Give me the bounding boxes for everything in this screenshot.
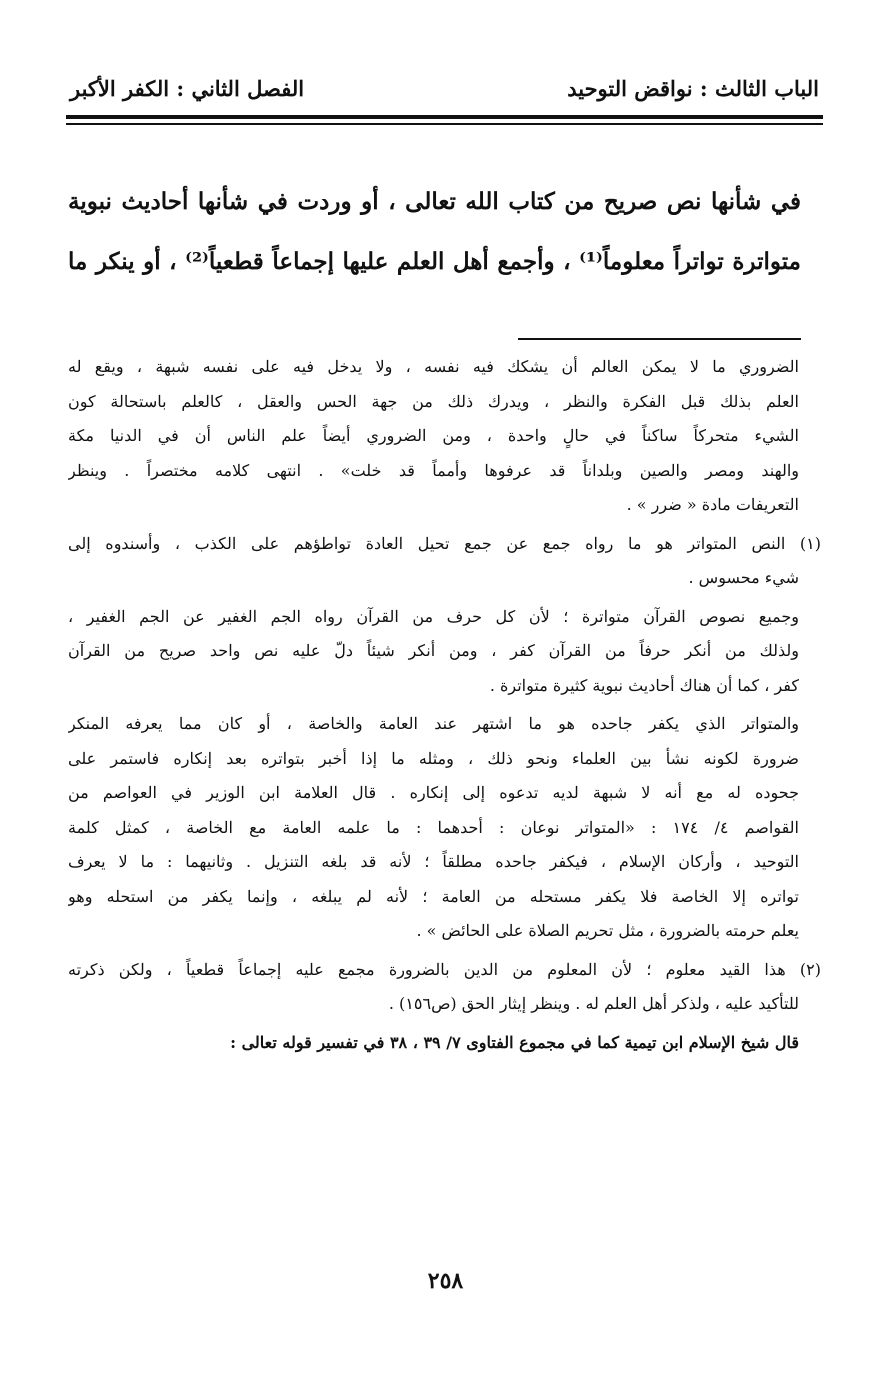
footnote-line: التعريفات مادة « ضرر » .: [626, 495, 799, 514]
body-line: في شأنها نص صريح من كتاب الله تعالى ، أو وردت في شأنها أحاديث نبوية: [68, 188, 801, 215]
footnote-2: [68, 953, 821, 1022]
footnote-1: [68, 527, 821, 596]
header-rule-thick: [66, 115, 823, 119]
footnote-line: شيء محسوس .: [688, 568, 799, 587]
page-number: ٢٥٨: [427, 1268, 464, 1294]
footnote-line: العلم بذلك قبل الفكرة والنظر ، ويدرك ذلك من جهة الحس والعقل ، كالعلم باستحالة كون: [68, 391, 800, 411]
footnote-paragraph: [68, 1026, 821, 1061]
footnote-line: الشيء متحركاً ساكناً في حالٍ واحدة ، ومن الضروري أيضاً علم الناس أن في الدنيا مكة: [68, 426, 799, 445]
footnote-paragraph: [68, 600, 821, 704]
footnote-continuation: [68, 350, 821, 523]
body-line: متواترة تواتراً معلوماً⁽¹⁾ ، وأجمع أهل العلم عليها إجماعاً قطعياً⁽²⁾ ، أو ينكر ما: [68, 248, 801, 275]
footnote-line: والمتواتر الذي يكفر جاحده هو ما اشتهر عند العامة والخاصة ، أو كان مما يعرفه المنكر: [68, 714, 799, 733]
footnote-line: جحوده له مع أنه لا شبهة لديه تدعوه إلى إنكاره . قال العلامة ابن الوزير في العواصم من: [68, 783, 799, 802]
footnote-line: كفر ، كما أن هناك أحاديث نبوية كثيرة متواترة .: [489, 675, 799, 695]
footnote-separator: [518, 338, 801, 340]
footnote-line: وجميع نصوص القرآن متواترة ؛ لأن كل حرف من القرآن رواه الجم الغفير عن الجم الغفير ،: [68, 606, 799, 626]
footnote-line: تواتره إلا الخاصة فلا يكفر مستحله من العامة ؛ لأنه لم يبلغه ، وإنما يكفر من استحله وهو: [68, 886, 800, 906]
header-rule-thin: [66, 123, 823, 125]
footnote-line: ولذلك من أنكر حرفاً من القرآن كفر ، ومن أنكر شيئاً دلّ عليه نص واحد صريح من القرآن: [68, 641, 799, 660]
footnote-line: ضرورة لكونه نشأ بين العلماء ونحو ذلك ، ومثله ما إذا أخبر بتواتره بعد إنكاره فاستمر على: [68, 748, 799, 768]
footnote-line: يعلم حرمته بالضرورة ، مثل تحريم الصلاة على الحائض » .: [416, 921, 799, 940]
footnote-line: (١) النص المتواتر هو ما رواه جمع عن جمع تحيل العادة تواطؤهم على الكذب ، وأسندوه إلى: [68, 533, 821, 553]
footnotes: [68, 350, 821, 1060]
footnote-line: (٢) هذا القيد معلوم ؛ لأن المعلوم من الدين بالضرورة مجمع عليه إجماعاً قطعياً ، ولكن ذكرته: [68, 959, 821, 979]
section-title: الفصل الثاني : الكفر الأكبر: [70, 76, 305, 101]
footnote-line: القواصم ٤/ ١٧٤ : «المتواتر نوعان : أحدهما : ما علمه العامة مع الخاصة ، كمثل كلمة: [68, 817, 799, 837]
footnote-paragraph: [68, 707, 821, 949]
footnote-line: والهند ومصر والصين وبلداناً قد عرفوها وأمماً قد خلت» . انتهى كلامه مختصراً . وينظر: [68, 460, 799, 480]
running-header: [70, 76, 819, 116]
main-text: [68, 172, 801, 292]
footnote-line: الضروري ما لا يمكن العالم أن يشكك فيه نفسه ، ولا يدخل فيه على نفسه شبهة ، ويقع له: [68, 357, 799, 376]
chapter-title: الباب الثالث : نواقض التوحيد: [567, 76, 819, 101]
footnote-line: التوحيد ، وأركان الإسلام ، فيكفر جاحده مطلقاً ؛ لأنه قد بلغه التنزيل . وثانيهما : ما لا يعرف: [68, 852, 799, 871]
footnote-line: قال شيخ الإسلام ابن تيمية كما في مجموع الفتاوى ٧/ ٣٩ ، ٣٨ في تفسير قوله تعالى :: [230, 1032, 799, 1052]
footnote-line: للتأكيد عليه ، ولذكر أهل العلم له . وينظر إيثار الحق (ص١٥٦) .: [388, 994, 799, 1013]
